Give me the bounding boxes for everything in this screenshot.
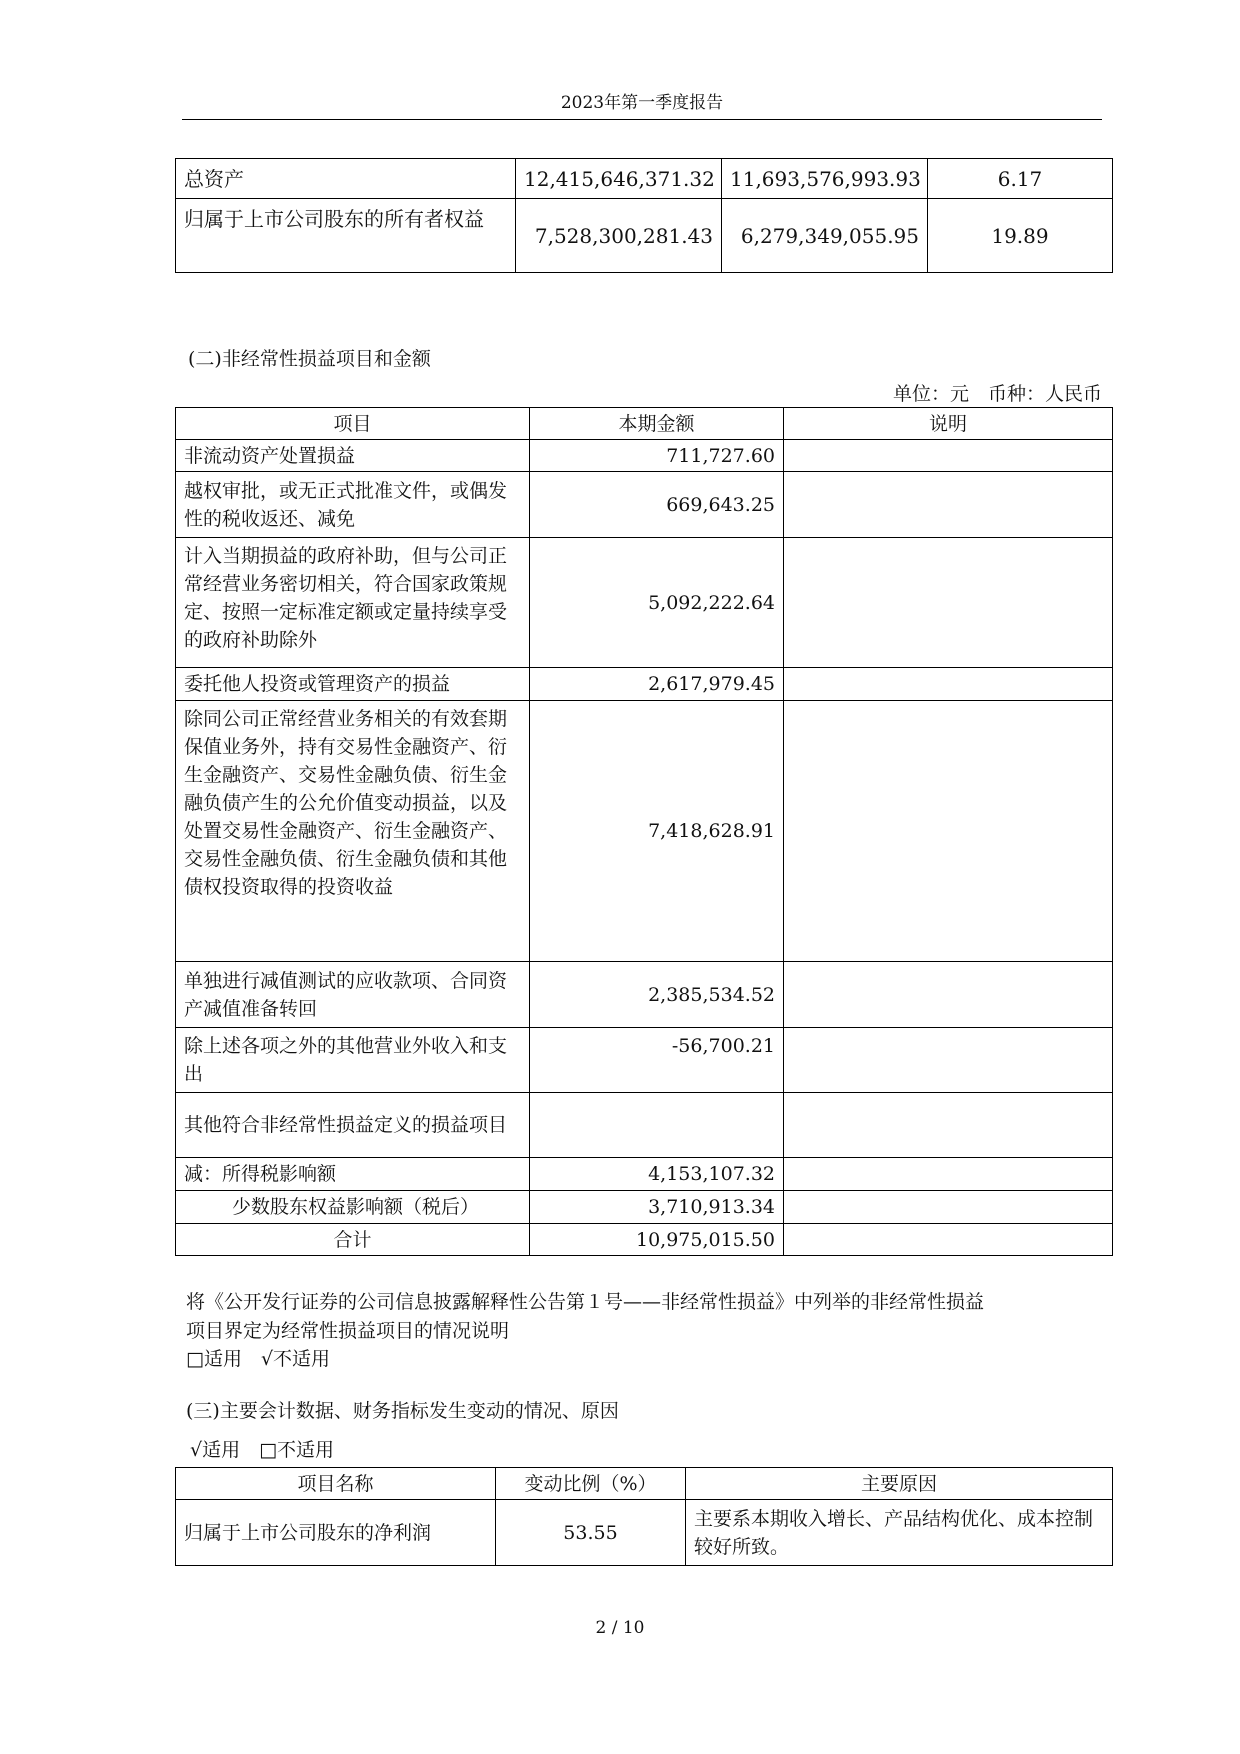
table-header-row	[176, 408, 1113, 440]
change-table	[175, 1467, 1113, 1566]
note-cell	[784, 440, 1113, 472]
page-header: 2023年第一季度报告	[182, 88, 1102, 120]
table-row	[176, 1028, 1113, 1093]
change-value: 19.89	[928, 199, 1113, 273]
amount-cell: 10,975,015.50	[530, 1224, 784, 1256]
note-cell	[784, 1093, 1113, 1158]
section3-applicable: √适用 □不适用	[190, 1439, 335, 1461]
item-cell: 单独进行减值测试的应收款项、合同资产减值准备转回	[176, 962, 530, 1028]
ratio-cell: 53.55	[496, 1500, 686, 1566]
item-name-cell: 归属于上市公司股东的净利润	[176, 1500, 496, 1566]
table-row	[176, 1500, 1113, 1566]
note-cell	[784, 1224, 1113, 1256]
non-recurring-table	[175, 407, 1113, 1256]
item-cell: 计入当期损益的政府补助，但与公司正常经营业务密切相关，符合国家政策规定、按照一定标准定额或定量持续享受的政府补助除外	[176, 538, 530, 668]
table-row	[176, 159, 1113, 199]
amount-cell: 2,617,979.45	[530, 668, 784, 701]
table-row	[176, 701, 1113, 962]
table-header-row	[176, 1468, 1113, 1500]
reason-cell: 主要系本期收入增长、产品结构优化、成本控制较好所致。	[686, 1500, 1113, 1566]
table-row	[176, 1158, 1113, 1191]
item-cell: 越权审批，或无正式批准文件，或偶发性的税收返还、减免	[176, 472, 530, 538]
table-row	[176, 1093, 1113, 1158]
prior-value: 6,279,349,055.95	[722, 199, 928, 273]
table-row	[176, 472, 1113, 538]
current-value: 7,528,300,281.43	[516, 199, 722, 273]
balance-table	[175, 158, 1113, 273]
item-cell: 合计	[176, 1224, 530, 1256]
note-cell	[784, 472, 1113, 538]
amount-cell: -56,700.21	[530, 1028, 784, 1093]
header-item-name: 项目名称	[176, 1468, 496, 1500]
explain-text-line2: 项目界定为经常性损益项目的情况说明	[186, 1320, 510, 1342]
section2-title: (二)非经常性损益项目和金额	[188, 348, 431, 370]
table-row	[176, 1224, 1113, 1256]
table-row	[176, 668, 1113, 701]
item-cell: 除上述各项之外的其他营业外收入和支出	[176, 1028, 530, 1093]
item-cell: 除同公司正常经营业务相关的有效套期保值业务外，持有交易性金融资产、衍生金融资产、交易性金融负债、衍生金融负债产生的公允价值变动损益，以及处置交易性金融资产、衍生金融资产、交易性金融负债、衍生金融负债和其他债权投资取得的投资收益	[176, 701, 530, 962]
item-cell: 减：所得税影响额	[176, 1158, 530, 1191]
amount-cell	[530, 1093, 784, 1158]
item-cell: 委托他人投资或管理资产的损益	[176, 668, 530, 701]
explain-text-line1: 将《公开发行证券的公司信息披露解释性公告第１号——非经常性损益》中列举的非经常性损益	[186, 1291, 985, 1313]
header-note: 说明	[784, 408, 1113, 440]
amount-cell: 4,153,107.32	[530, 1158, 784, 1191]
note-cell	[784, 1158, 1113, 1191]
note-cell	[784, 701, 1113, 962]
table-row	[176, 440, 1113, 472]
table-row	[176, 199, 1113, 273]
current-value: 12,415,646,371.32	[516, 159, 722, 199]
row-label: 归属于上市公司股东的所有者权益	[176, 199, 516, 273]
unit-label: 单位：元 币种：人民币	[892, 383, 1102, 405]
row-label: 总资产	[176, 159, 516, 199]
amount-cell: 3,710,913.34	[530, 1191, 784, 1224]
note-cell	[784, 668, 1113, 701]
table-row	[176, 962, 1113, 1028]
amount-cell: 5,092,222.64	[530, 538, 784, 668]
amount-cell: 669,643.25	[530, 472, 784, 538]
applicable-status: □适用 √不适用	[186, 1348, 331, 1370]
header-item: 项目	[176, 408, 530, 440]
header-reason: 主要原因	[686, 1468, 1113, 1500]
note-cell	[784, 1191, 1113, 1224]
section3-title: (三)主要会计数据、财务指标发生变动的情况、原因	[186, 1400, 619, 1422]
page-number: 2 / 10	[595, 1618, 645, 1638]
item-cell: 其他符合非经常性损益定义的损益项目	[176, 1093, 530, 1158]
amount-cell: 7,418,628.91	[530, 701, 784, 962]
amount-cell: 2,385,534.52	[530, 962, 784, 1028]
change-value: 6.17	[928, 159, 1113, 199]
item-cell: 少数股东权益影响额（税后）	[176, 1191, 530, 1224]
table-row	[176, 1191, 1113, 1224]
prior-value: 11,693,576,993.93	[722, 159, 928, 199]
note-cell	[784, 1028, 1113, 1093]
item-cell: 非流动资产处置损益	[176, 440, 530, 472]
note-cell	[784, 538, 1113, 668]
header-ratio: 变动比例（%）	[496, 1468, 686, 1500]
table-row	[176, 538, 1113, 668]
amount-cell: 711,727.60	[530, 440, 784, 472]
note-cell	[784, 962, 1113, 1028]
header-amount: 本期金额	[530, 408, 784, 440]
